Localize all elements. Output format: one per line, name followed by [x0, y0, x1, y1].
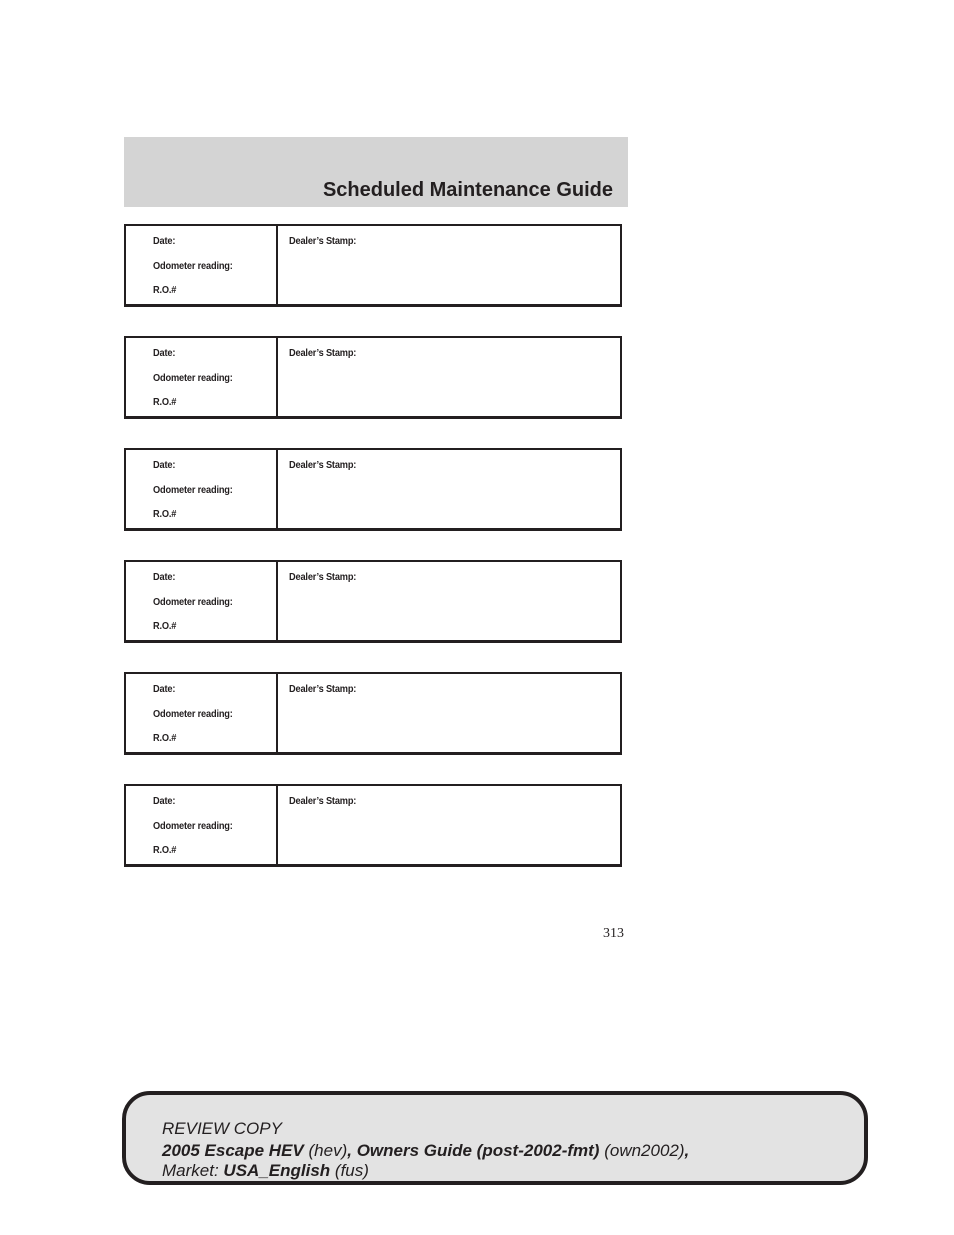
record-info-column: [126, 786, 278, 864]
odometer-label: Odometer reading:: [153, 708, 233, 720]
odometer-label: Odometer reading:: [153, 820, 233, 832]
ro-label: R.O.#: [153, 396, 177, 408]
maintenance-record: [124, 560, 622, 643]
date-label: Date:: [153, 347, 176, 359]
maintenance-record: [124, 784, 622, 867]
guide-name: Owners Guide (post-2002-fmt): [356, 1141, 600, 1160]
maintenance-record: [124, 336, 622, 419]
maintenance-record: [124, 224, 622, 307]
separator: ,: [684, 1141, 690, 1160]
date-label: Date:: [153, 459, 176, 471]
review-copy-label: REVIEW COPY: [162, 1119, 282, 1138]
market-label: Market:: [162, 1161, 219, 1180]
ro-label: R.O.#: [153, 732, 177, 744]
odometer-label: Odometer reading:: [153, 484, 233, 496]
page-number: 313: [603, 926, 624, 941]
record-info-column: [126, 674, 278, 752]
odometer-label: Odometer reading:: [153, 260, 233, 272]
market-info-line: [162, 1161, 369, 1181]
record-info-column: [126, 338, 278, 416]
review-copy-box: [122, 1091, 868, 1185]
record-info-column: [126, 450, 278, 528]
record-info-column: [126, 562, 278, 640]
ro-label: R.O.#: [153, 284, 177, 296]
dealer-stamp-label: Dealer’s Stamp:: [289, 459, 357, 471]
odometer-label: Odometer reading:: [153, 372, 233, 384]
dealer-stamp-label: Dealer’s Stamp:: [289, 683, 357, 695]
date-label: Date:: [153, 235, 176, 247]
market-name: USA_English: [223, 1161, 331, 1180]
separator: ,: [347, 1141, 352, 1160]
maintenance-record: [124, 448, 622, 531]
date-label: Date:: [153, 683, 176, 695]
dealer-stamp-label: Dealer’s Stamp:: [289, 347, 357, 359]
vehicle-code: (hev): [308, 1141, 348, 1160]
date-label: Date:: [153, 571, 176, 583]
ro-label: R.O.#: [153, 620, 177, 632]
header-band: [124, 137, 628, 207]
ro-label: R.O.#: [153, 844, 177, 856]
dealer-stamp-label: Dealer’s Stamp:: [289, 795, 357, 807]
record-info-column: [126, 226, 278, 304]
maintenance-record: [124, 672, 622, 755]
dealer-stamp-label: Dealer’s Stamp:: [289, 235, 357, 247]
vehicle-name: 2005 Escape HEV: [162, 1141, 304, 1160]
page-title: Scheduled Maintenance Guide: [322, 179, 613, 201]
odometer-label: Odometer reading:: [153, 596, 233, 608]
market-code: (fus): [334, 1161, 369, 1180]
guide-code: (own2002): [604, 1141, 685, 1160]
date-label: Date:: [153, 795, 176, 807]
ro-label: R.O.#: [153, 508, 177, 520]
dealer-stamp-label: Dealer’s Stamp:: [289, 571, 357, 583]
document-info-line: [162, 1141, 689, 1161]
